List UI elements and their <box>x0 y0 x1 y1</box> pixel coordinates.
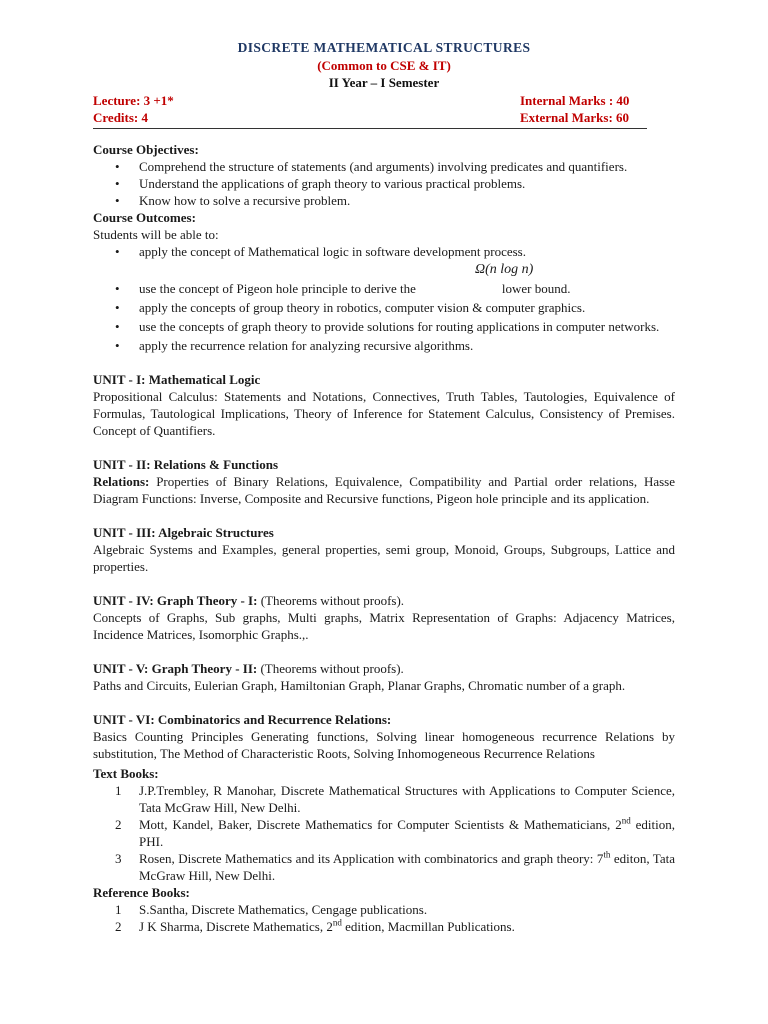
unit-title <box>93 456 675 473</box>
header-divider <box>93 128 647 129</box>
unit-title <box>93 660 675 677</box>
spacer <box>93 694 675 711</box>
course-subtitle: (Common to CSE & IT) <box>317 58 451 73</box>
external-marks: External Marks: 60 <box>520 110 630 125</box>
spacer <box>93 575 675 592</box>
item-text: J K Sharma, Discrete Mathematics, 2 <box>139 919 333 934</box>
spacer <box>93 507 675 524</box>
unit-text: Properties of Binary Relations, Equivalence, Compatibility and Partial order relations, Hasse Diagram Functions: Inverse, Composite and Recursive functions, Pigeon hole principle and its application. <box>93 474 675 506</box>
unit-content: Algebraic Systems and Examples, general properties, semi group, Monoid, Groups, Subgroups, Lattice and properties. <box>93 542 675 574</box>
item-number: 1 <box>115 902 122 917</box>
unit-lead: Relations: <box>93 474 150 489</box>
course-title: DISCRETE MATHEMATICAL STRUCTURES <box>237 40 531 55</box>
math-expression <box>93 260 675 280</box>
unit-content: Propositional Calculus: Statements and Notations, Connectives, Truth Tables, Tautologies, Equivalence of Formulas, Tautological Implications, Theory of Inference for Statement Calculus, Consistency of Premises. Concept of Quantifiers. <box>93 389 675 438</box>
list-item <box>93 918 675 935</box>
syllabus-body <box>93 141 675 935</box>
unit-note: (Theorems without proofs). <box>257 661 404 676</box>
unit-6 <box>93 711 675 762</box>
unit-heading: UNIT - II: Relations & Functions <box>93 457 279 472</box>
item-number: 3 <box>115 851 122 866</box>
item-text-tail: edition, PHI. <box>139 817 675 849</box>
outcome-text-b: lower bound. <box>501 281 571 296</box>
unit-3 <box>93 524 675 575</box>
objectives-heading: Course Objectives: <box>93 142 199 157</box>
spacer <box>93 439 675 456</box>
outcomes-list <box>93 243 675 260</box>
unit-content: Concepts of Graphs, Sub graphs, Multi graphs, Matrix Representation of Graphs: Adjacency Matrices, Incidence Matrices, Isomorphic Graphs.,. <box>93 610 675 642</box>
item-text: J.P.Trembley, R Manohar, Discrete Mathematical Structures with Applications to Computer Science, Tata McGraw Hill, New Delhi. <box>139 783 675 815</box>
unit-content: Paths and Circuits, Eulerian Graph, Hamiltonian Graph, Planar Graphs, Chromatic number of a graph. <box>93 678 626 693</box>
list-item: • apply the recurrence relation for analyzing recursive algorithms. <box>93 337 675 354</box>
omega-nlogn: Ω(n log n) <box>475 262 534 277</box>
unit-5 <box>93 660 675 694</box>
unit-title <box>93 711 675 728</box>
unit-heading: UNIT - III: Algebraic Structures <box>93 525 274 540</box>
list-item <box>93 782 675 816</box>
unit-heading: UNIT - I: Mathematical Logic <box>93 372 261 387</box>
list-item: • use the concepts of graph theory to provide solutions for routing applications in computer networks. <box>93 318 675 335</box>
list-item: • apply the concept of Mathematical logic in software development process. <box>93 243 675 260</box>
item-text: Rosen, Discrete Mathematics and its Application with combinatorics and graph theory: 7 <box>139 851 604 866</box>
objectives-list <box>93 158 675 209</box>
lecture-hours: Lecture: 3 +1* <box>93 93 174 108</box>
list-item: • Comprehend the structure of statements (and arguments) involving predicates and quantifiers. <box>93 158 675 175</box>
unit-content <box>93 473 675 507</box>
unit-note: (Theorems without proofs). <box>257 593 405 608</box>
unit-1 <box>93 371 675 439</box>
unit-content: Basics Counting Principles Generating functions, Solving linear homogeneous recurrence Relations by substitution, The Method of Characteristic Roots, Solving Inhomogeneous Recurrence Relations <box>93 729 675 761</box>
references-list <box>93 901 675 935</box>
item-number: 1 <box>115 783 122 798</box>
item-number: 2 <box>115 817 122 832</box>
outcome-text-a: use the concept of Pigeon hole principle to derive the <box>139 281 416 296</box>
spacer <box>93 354 675 371</box>
item-sup: th <box>603 849 611 860</box>
credits: Credits: 4 <box>93 110 149 125</box>
list-item <box>93 850 675 884</box>
list-item: • Know how to solve a recursive problem. <box>93 192 675 209</box>
unit-heading: UNIT - V: Graph Theory - II: <box>93 661 258 676</box>
unit-title <box>93 592 675 609</box>
outcomes-intro: Students will be able to: <box>93 227 219 242</box>
list-item <box>93 816 675 850</box>
unit-4 <box>93 592 675 643</box>
item-text: Mott, Kandel, Baker, Discrete Mathematics for Computer Scientists & Mathematicians, 2 <box>139 817 622 832</box>
item-number: 2 <box>115 919 122 934</box>
item-text: S.Santha, Discrete Mathematics, Cengage publications. <box>139 902 428 917</box>
list-item <box>93 901 675 918</box>
list-item <box>93 280 675 297</box>
references-heading: Reference Books: <box>93 885 190 900</box>
unit-title <box>93 371 675 388</box>
outcomes-list-cont <box>93 280 675 354</box>
spacer <box>93 643 675 660</box>
item-sup: nd <box>332 917 342 928</box>
textbooks-heading: Text Books: <box>93 766 159 781</box>
internal-marks: Internal Marks : 40 <box>520 93 630 108</box>
item-text-tail: edition, Macmillan Publications. <box>341 919 515 934</box>
textbooks-list <box>93 782 675 884</box>
unit-2 <box>93 456 675 507</box>
course-year: II Year – I Semester <box>328 75 440 90</box>
item-sup: nd <box>621 815 631 826</box>
unit-heading: UNIT - VI: Combinatorics and Recurrence Relations: <box>93 712 392 727</box>
outcomes-heading: Course Outcomes: <box>93 210 196 225</box>
list-item: • Understand the applications of graph theory to various practical problems. <box>93 175 675 192</box>
unit-title <box>93 524 675 541</box>
item-text-tail: editon, Tata McGraw Hill, New Delhi. <box>139 851 675 883</box>
unit-heading: UNIT - IV: Graph Theory - I: <box>93 593 258 608</box>
list-item: • apply the concepts of group theory in robotics, computer vision & computer graphics. <box>93 299 675 316</box>
